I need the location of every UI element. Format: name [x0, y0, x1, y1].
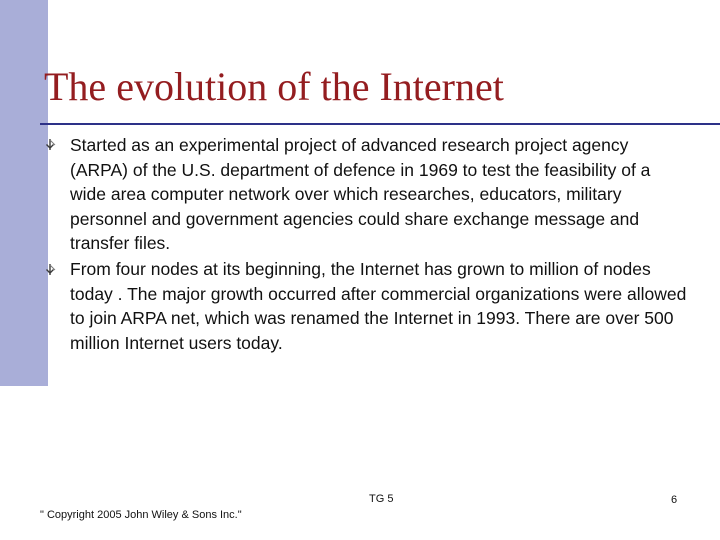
footer-copyright: " Copyright 2005 John Wiley & Sons Inc." [40, 509, 242, 521]
footer-center-label: TG 5 [369, 493, 394, 505]
title-underline-rule [40, 123, 720, 125]
accent-side-bar [0, 0, 48, 386]
slide-title: The evolution of the Internet [44, 64, 504, 109]
page-number: 6 [671, 494, 678, 506]
bullet-arrow-icon [42, 137, 58, 153]
bullet-text-1: Started as an experimental project of advanced research project agency (ARPA) of the U.S. department of defence in 1969 to test the feasibility of a wide area computer network over which researches, educators, military personnel and government agencies could share exchange message and transfer files. [70, 135, 651, 254]
bullet-text-2: From four nodes at its beginning, the Internet has grown to million of nodes today . The major growth occurred after commercial organizations were allowed to join ARPA net, which was renamed the Internet in 1993. There are over 500 million Internet users today. [70, 259, 687, 353]
bullet-arrow-icon [42, 262, 58, 278]
